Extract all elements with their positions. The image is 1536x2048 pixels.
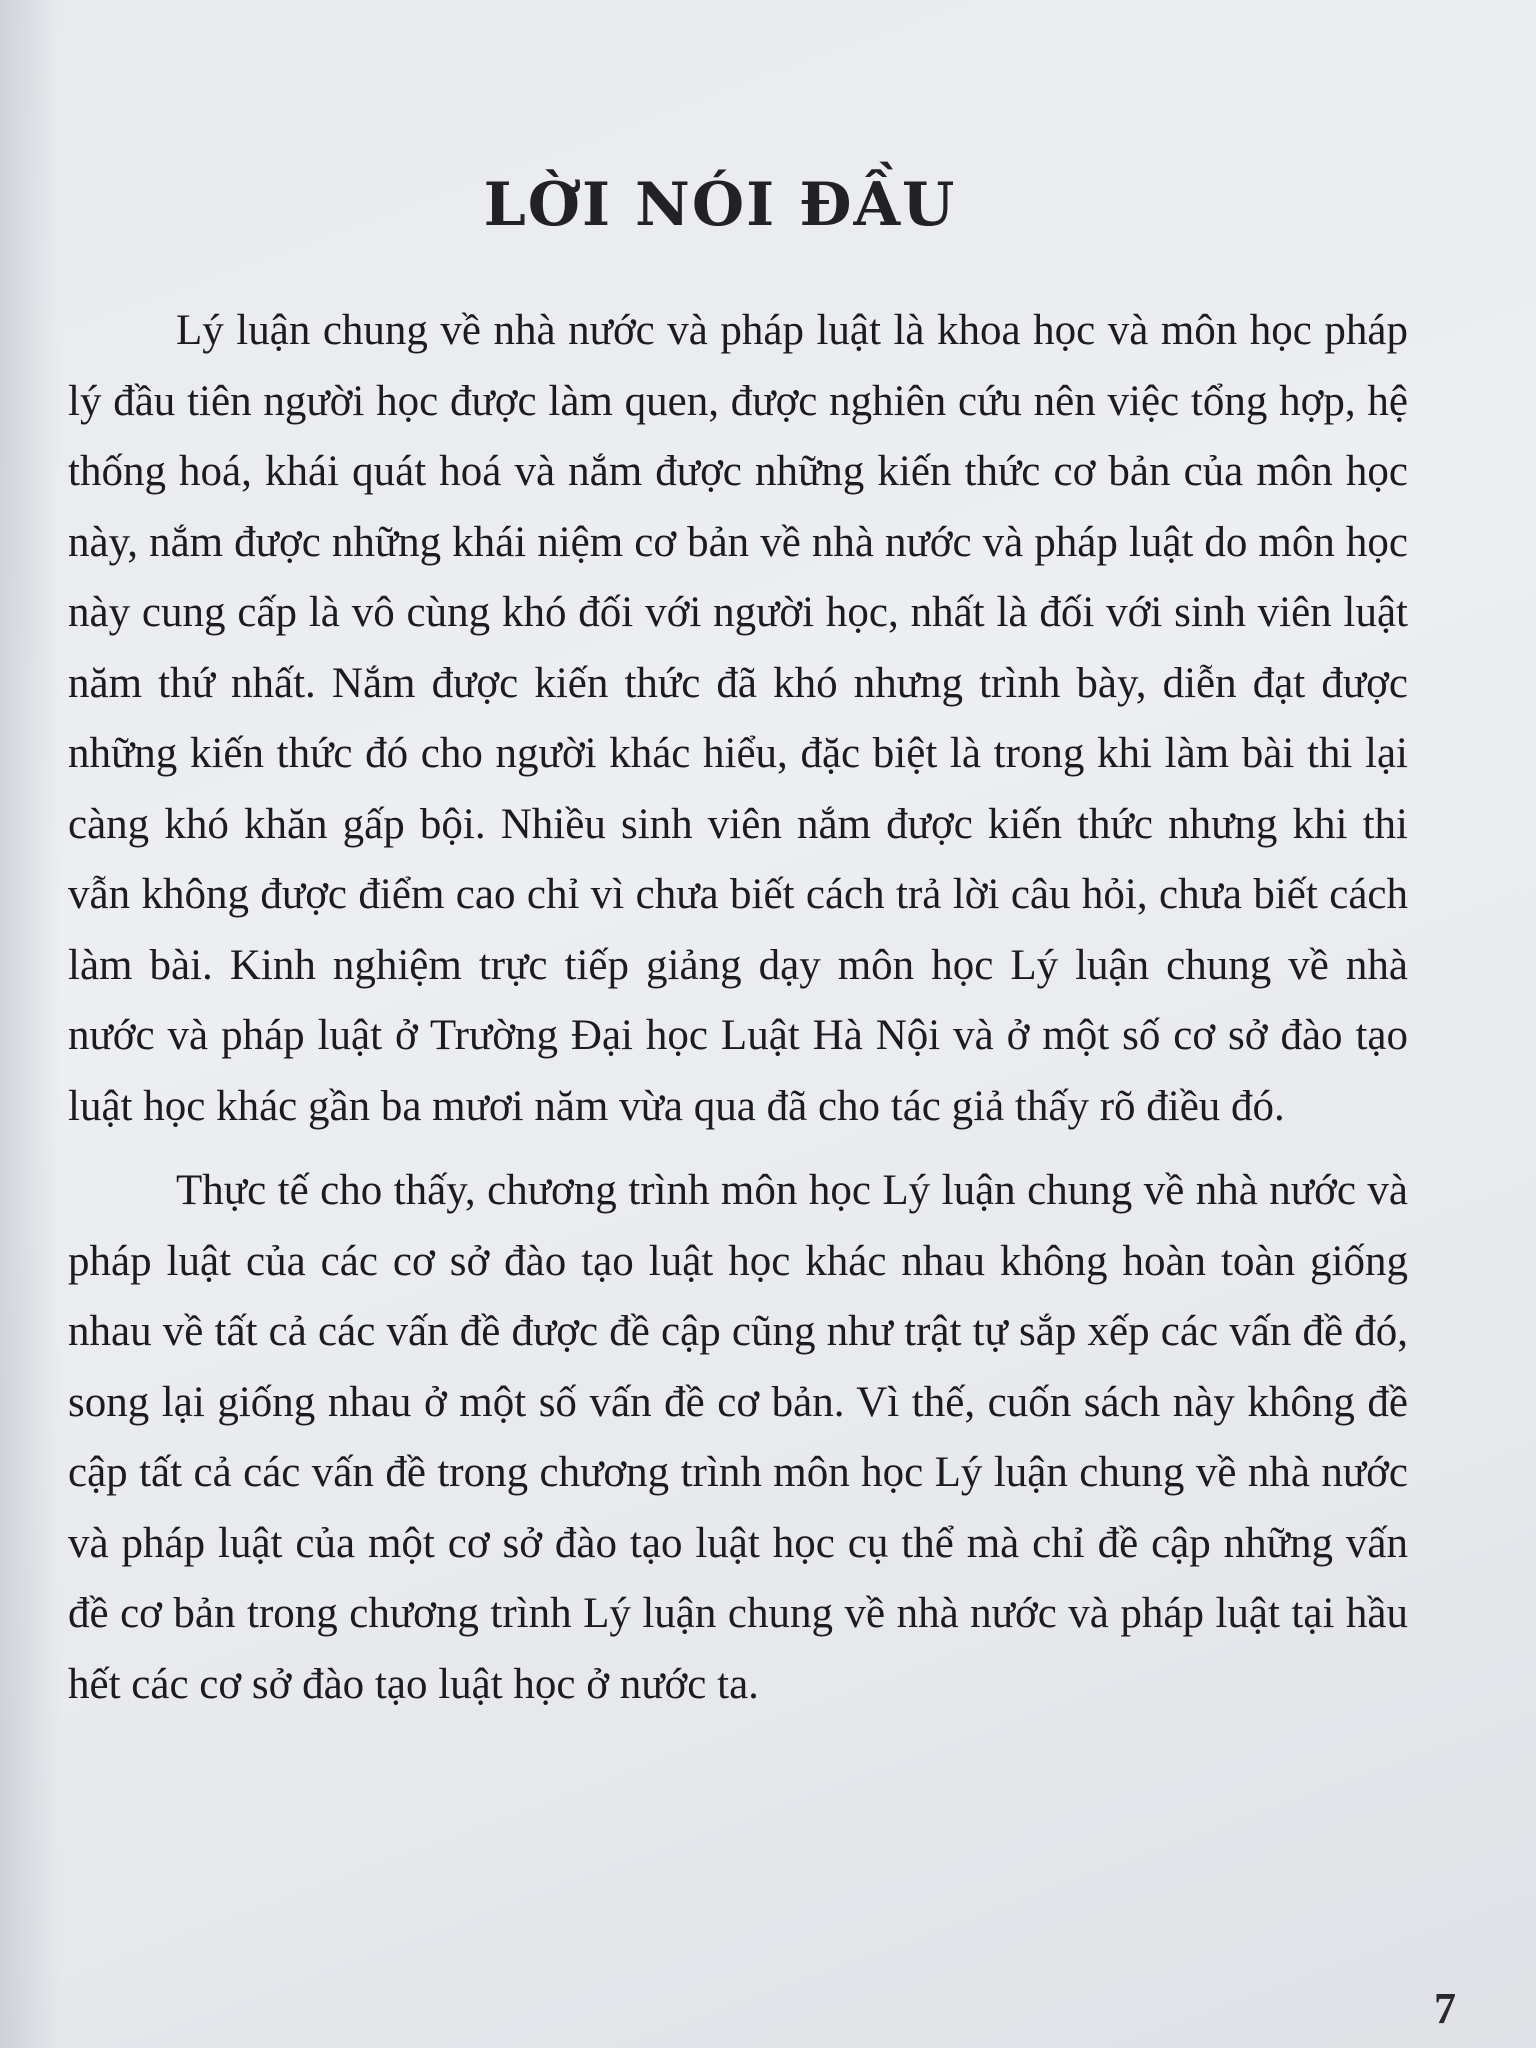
page-number: 7 xyxy=(1434,1984,1456,2033)
page-heading: LỜI NÓI ĐẦU xyxy=(483,170,957,240)
paragraph-2: Thực tế cho thấy, chương trình môn học Lý luận chung về nhà nước và pháp luật của các cơ sở đào tạo luật học khác nhau không hoàn toàn giống nhau về tất cả các vấn đề được đề cập cũng như trật tự sắp xếp các vấn đề đó, song lại giống nhau ở một số vấn đề cơ bản. Vì thế, cuốn sách này không đề cập tất cả các vấn đề trong chương trình môn học Lý luận chung về nhà nước và pháp luật của một cơ sở đào tạo luật học cụ thể mà chỉ đề cập những vấn đề cơ bản trong chương trình Lý luận chung về nhà nước và pháp luật tại hầu hết các cơ sở đào tạo luật học ở nước ta. xyxy=(68,1167,1408,1708)
paragraph-1: Lý luận chung về nhà nước và pháp luật là khoa học và môn học pháp lý đầu tiên người học được làm quen, được nghiên cứu nên việc tổng hợp, hệ thống hoá, khái quát hoá và nắm được những kiến thức cơ bản của môn học này, nắm được những khái niệm cơ bản về nhà nước và pháp luật do môn học này cung cấp là vô cùng khó đối với người học, nhất là đối với sinh viên luật năm thứ nhất. Nắm được kiến thức đã khó nhưng trình bày, diễn đạt được những kiến thức đó cho người khác hiểu, đặc biệt là trong khi làm bài thi lại càng khó khăn gấp bội. Nhiều sinh viên nắm được kiến thức nhưng khi thi vẫn không được điểm cao chỉ vì chưa biết cách trả lời câu hỏi, chưa biết cách làm bài. Kinh nghiệm trực tiếp giảng dạy môn học Lý luận chung về nhà nước và pháp luật ở Trường Đại học Luật Hà Nội và ở một số cơ sở đào tạo luật học khác gần ba mươi năm vừa qua đã cho tác giả thấy rõ điều đó. xyxy=(68,307,1408,1130)
page-edge-shadow xyxy=(0,0,60,2048)
body-text xyxy=(68,296,1408,1734)
